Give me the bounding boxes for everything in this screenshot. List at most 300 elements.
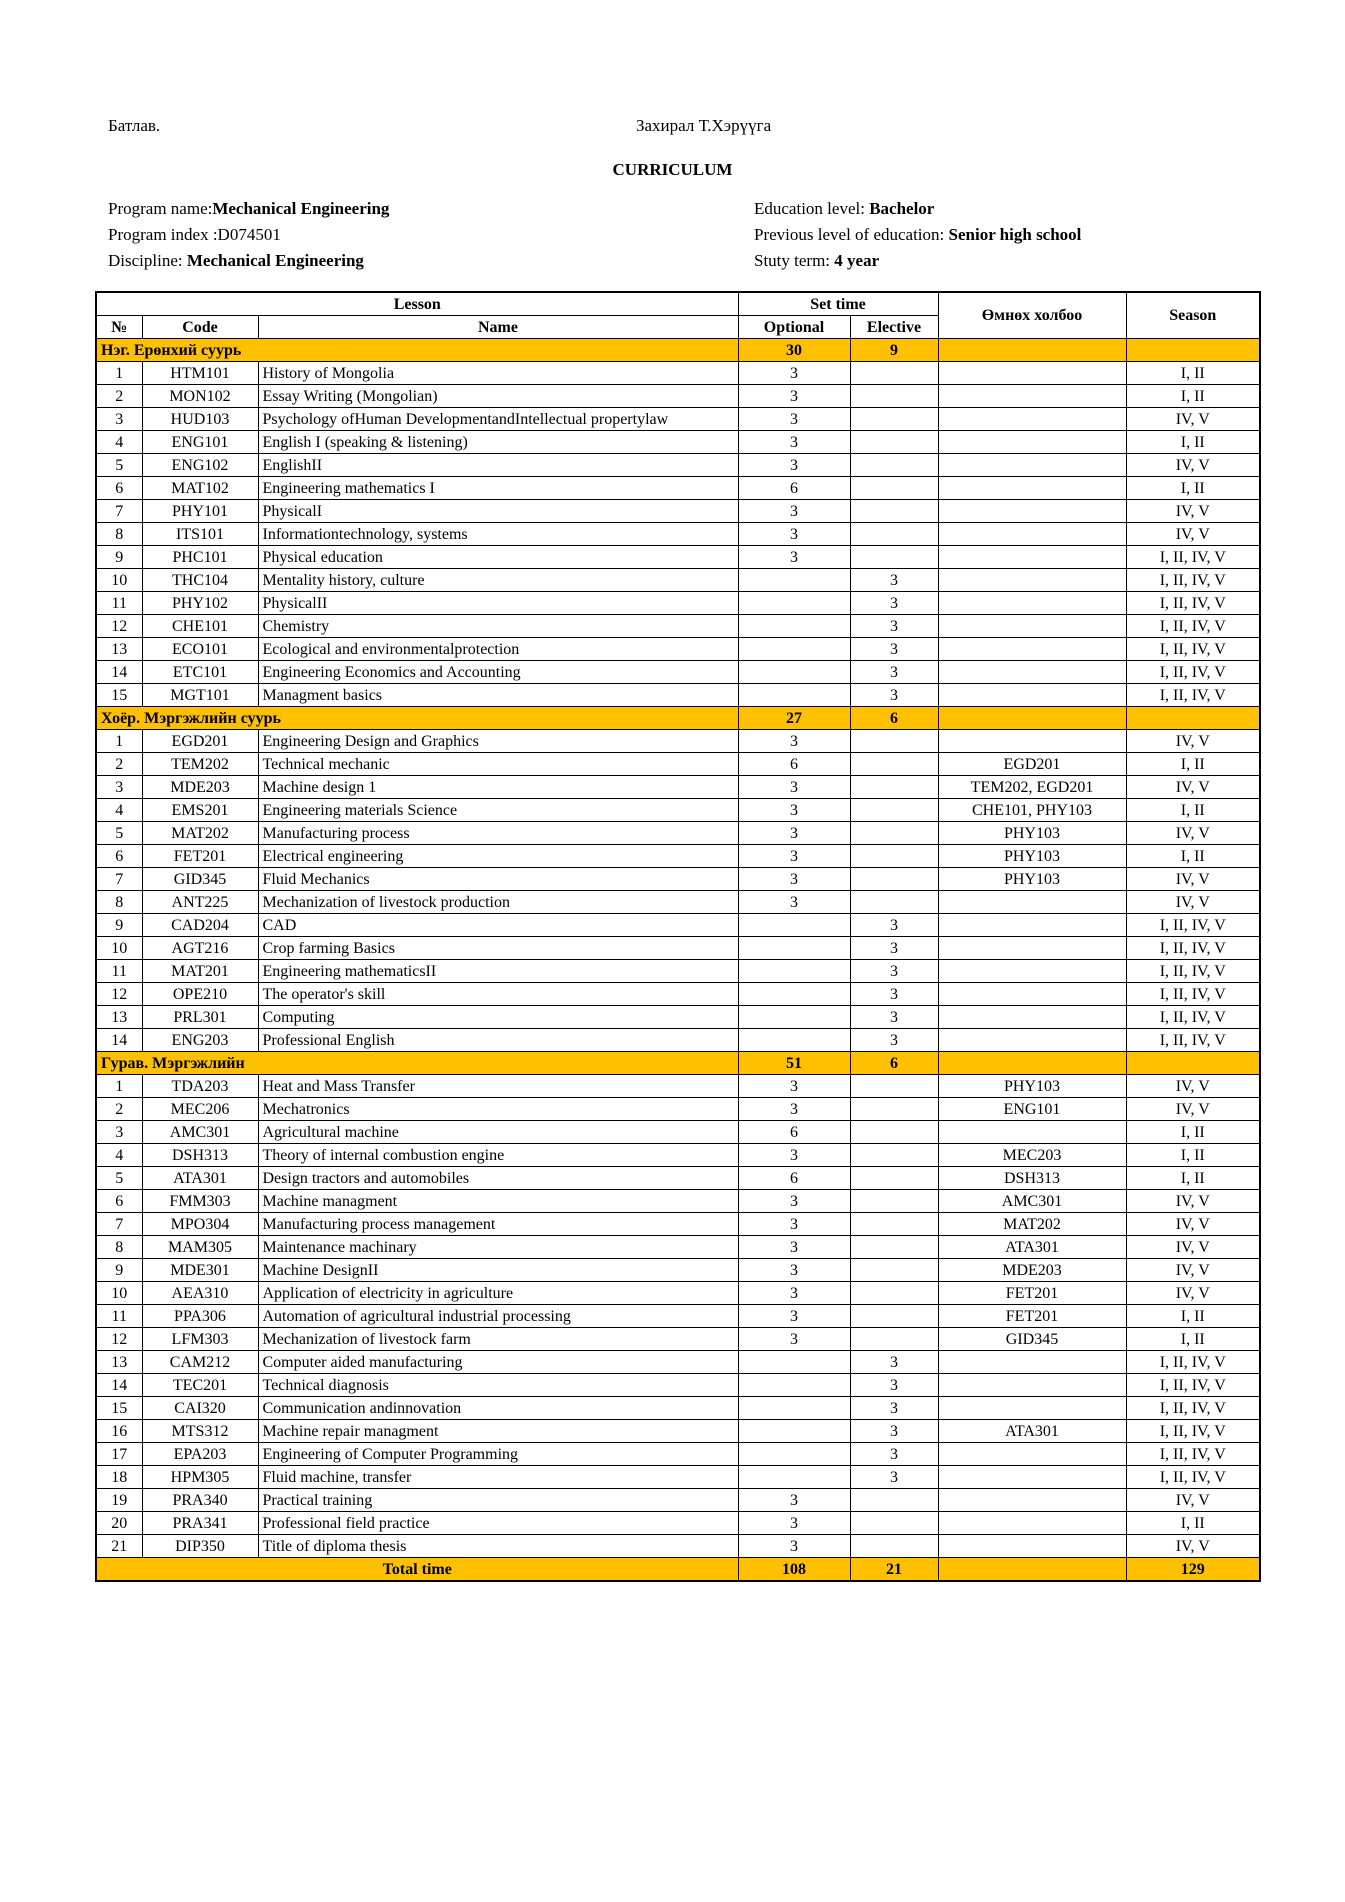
course-code: PHC101 <box>142 546 258 569</box>
elective-credits: 3 <box>850 1397 938 1420</box>
table-row <box>96 1144 1260 1167</box>
elective-credits: 3 <box>850 661 938 684</box>
elective-credits <box>850 546 938 569</box>
optional-credits: 3 <box>738 385 850 408</box>
program-index-line: Program index :D074501 <box>108 225 281 244</box>
course-code: ECO101 <box>142 638 258 661</box>
season: I, II, IV, V <box>1126 914 1260 937</box>
season: I, II <box>1126 1328 1260 1351</box>
course-name: Machine DesignII <box>258 1259 738 1282</box>
row-number: 13 <box>96 638 142 661</box>
course-code: HTM101 <box>142 362 258 385</box>
table-row <box>96 362 1260 385</box>
season: I, II <box>1126 1305 1260 1328</box>
elective-credits <box>850 500 938 523</box>
course-code: CAD204 <box>142 914 258 937</box>
prerequisite: AMC301 <box>938 1190 1126 1213</box>
row-number: 12 <box>96 615 142 638</box>
elective-credits: 3 <box>850 1443 938 1466</box>
course-code: PHY102 <box>142 592 258 615</box>
optional-credits: 3 <box>738 546 850 569</box>
course-code: ETC101 <box>142 661 258 684</box>
prerequisite <box>938 546 1126 569</box>
prerequisite: MAT202 <box>938 1213 1126 1236</box>
prerequisite: MDE203 <box>938 1259 1126 1282</box>
course-code: PRA340 <box>142 1489 258 1512</box>
prerequisite: ENG101 <box>938 1098 1126 1121</box>
course-name: Professional field practice <box>258 1512 738 1535</box>
course-code: PRA341 <box>142 1512 258 1535</box>
course-code: THC104 <box>142 569 258 592</box>
row-number: 6 <box>96 845 142 868</box>
course-code: MTS312 <box>142 1420 258 1443</box>
elective-credits: 3 <box>850 914 938 937</box>
course-code: MAT201 <box>142 960 258 983</box>
course-name: Psychology ofHuman DevelopmentandIntellectual propertylaw <box>258 408 738 431</box>
table-row <box>96 937 1260 960</box>
optional-credits <box>738 684 850 707</box>
course-code: MDE203 <box>142 776 258 799</box>
table-row <box>96 1213 1260 1236</box>
season: IV, V <box>1126 730 1260 753</box>
row-number: 8 <box>96 891 142 914</box>
course-code: OPE210 <box>142 983 258 1006</box>
elective-credits: 3 <box>850 684 938 707</box>
elective-credits: 3 <box>850 1466 938 1489</box>
season: I, II <box>1126 1121 1260 1144</box>
season: IV, V <box>1126 1489 1260 1512</box>
optional-credits: 3 <box>738 1144 850 1167</box>
season: I, II, IV, V <box>1126 1351 1260 1374</box>
table-row <box>96 776 1260 799</box>
optional-credits <box>738 1029 850 1052</box>
table-row <box>96 1535 1260 1558</box>
row-number: 20 <box>96 1512 142 1535</box>
elective-credits <box>850 1535 938 1558</box>
elective-credits <box>850 776 938 799</box>
table-row <box>96 500 1260 523</box>
section-season-empty <box>1126 707 1260 730</box>
course-name: Mentality history, culture <box>258 569 738 592</box>
table-row <box>96 983 1260 1006</box>
elective-credits: 3 <box>850 1029 938 1052</box>
season: I, II, IV, V <box>1126 546 1260 569</box>
elective-credits <box>850 1305 938 1328</box>
row-number: 10 <box>96 937 142 960</box>
table-row <box>96 454 1260 477</box>
course-code: MEC206 <box>142 1098 258 1121</box>
course-name: English I (speaking & listening) <box>258 431 738 454</box>
row-number: 7 <box>96 500 142 523</box>
table-row <box>96 1236 1260 1259</box>
prerequisite <box>938 730 1126 753</box>
prerequisite: ATA301 <box>938 1420 1126 1443</box>
season: I, II <box>1126 431 1260 454</box>
course-name: Maintenance machinary <box>258 1236 738 1259</box>
total-prereq-empty <box>938 1558 1126 1582</box>
course-code: ENG102 <box>142 454 258 477</box>
course-name: Communication andinnovation <box>258 1397 738 1420</box>
elective-credits: 3 <box>850 592 938 615</box>
prerequisite <box>938 385 1126 408</box>
prerequisite <box>938 362 1126 385</box>
course-code: DIP350 <box>142 1535 258 1558</box>
total-season: 129 <box>1126 1558 1260 1582</box>
course-code: CAM212 <box>142 1351 258 1374</box>
table-row <box>96 1512 1260 1535</box>
table-row <box>96 523 1260 546</box>
row-number: 5 <box>96 1167 142 1190</box>
table-row <box>96 1006 1260 1029</box>
season: I, II, IV, V <box>1126 960 1260 983</box>
section-title: Хоёр. Мэргэжлийн суурь <box>96 707 738 730</box>
prerequisite <box>938 454 1126 477</box>
optional-credits: 3 <box>738 1236 850 1259</box>
optional-credits: 3 <box>738 1259 850 1282</box>
program-meta-right <box>754 196 1081 274</box>
elective-credits <box>850 431 938 454</box>
row-number: 12 <box>96 983 142 1006</box>
elective-credits <box>850 1167 938 1190</box>
course-code: MPO304 <box>142 1213 258 1236</box>
table-row <box>96 1167 1260 1190</box>
course-name: Mechatronics <box>258 1098 738 1121</box>
course-code: TDA203 <box>142 1075 258 1098</box>
elective-credits <box>850 454 938 477</box>
course-code: MAT102 <box>142 477 258 500</box>
course-name: Chemistry <box>258 615 738 638</box>
course-name: Application of electricity in agriculture <box>258 1282 738 1305</box>
season: I, II, IV, V <box>1126 569 1260 592</box>
elective-credits: 3 <box>850 1006 938 1029</box>
elective-credits: 3 <box>850 1351 938 1374</box>
season: IV, V <box>1126 1075 1260 1098</box>
header-lesson: Lesson <box>96 292 738 316</box>
elective-credits <box>850 1282 938 1305</box>
optional-credits <box>738 914 850 937</box>
course-name: Engineering of Computer Programming <box>258 1443 738 1466</box>
optional-credits <box>738 638 850 661</box>
study-term: 4 year <box>834 251 880 270</box>
elective-credits <box>850 385 938 408</box>
season: I, II <box>1126 1144 1260 1167</box>
course-name: Electrical engineering <box>258 845 738 868</box>
season: I, II, IV, V <box>1126 1397 1260 1420</box>
section-title: Гурав. Мэргэжлийн <box>96 1052 738 1075</box>
row-number: 9 <box>96 914 142 937</box>
section-season-empty <box>1126 1052 1260 1075</box>
row-number: 5 <box>96 454 142 477</box>
course-name: Crop farming Basics <box>258 937 738 960</box>
course-code: AMC301 <box>142 1121 258 1144</box>
course-name: Computing <box>258 1006 738 1029</box>
course-code: ATA301 <box>142 1167 258 1190</box>
prerequisite <box>938 477 1126 500</box>
course-code: ANT225 <box>142 891 258 914</box>
row-number: 14 <box>96 661 142 684</box>
season: IV, V <box>1126 1535 1260 1558</box>
season: IV, V <box>1126 454 1260 477</box>
optional-credits: 6 <box>738 1121 850 1144</box>
row-number: 3 <box>96 1121 142 1144</box>
table-row <box>96 546 1260 569</box>
season: I, II <box>1126 385 1260 408</box>
optional-credits: 3 <box>738 1190 850 1213</box>
approval-label: Батлав. <box>108 116 161 135</box>
row-number: 11 <box>96 592 142 615</box>
row-number: 6 <box>96 477 142 500</box>
prerequisite <box>938 1466 1126 1489</box>
prerequisite <box>938 684 1126 707</box>
discipline-line: Discipline: Mechanical Engineering <box>108 251 364 270</box>
course-code: FET201 <box>142 845 258 868</box>
table-row <box>96 1075 1260 1098</box>
header-optional: Optional <box>738 316 850 339</box>
course-code: EPA203 <box>142 1443 258 1466</box>
table-row <box>96 408 1260 431</box>
prerequisite <box>938 638 1126 661</box>
prerequisite: FET201 <box>938 1282 1126 1305</box>
row-number: 3 <box>96 408 142 431</box>
season: IV, V <box>1126 891 1260 914</box>
optional-credits <box>738 615 850 638</box>
row-number: 9 <box>96 1259 142 1282</box>
prerequisite <box>938 983 1126 1006</box>
course-name: Engineering mathematicsII <box>258 960 738 983</box>
optional-credits <box>738 1397 850 1420</box>
section-season-empty <box>1126 339 1260 362</box>
course-code: GID345 <box>142 868 258 891</box>
elective-credits <box>850 1328 938 1351</box>
season: IV, V <box>1126 1190 1260 1213</box>
course-name: Informationtechnology, systems <box>258 523 738 546</box>
row-number: 2 <box>96 1098 142 1121</box>
section-row <box>96 1052 1260 1075</box>
total-elective: 21 <box>850 1558 938 1582</box>
course-name: Engineering Economics and Accounting <box>258 661 738 684</box>
table-row <box>96 638 1260 661</box>
course-code: ENG101 <box>142 431 258 454</box>
table-row <box>96 684 1260 707</box>
total-label: Total time <box>96 1558 738 1582</box>
table-row <box>96 1029 1260 1052</box>
optional-credits: 3 <box>738 1512 850 1535</box>
season: IV, V <box>1126 1098 1260 1121</box>
season: IV, V <box>1126 1236 1260 1259</box>
season: I, II <box>1126 362 1260 385</box>
table-row <box>96 822 1260 845</box>
season: I, II, IV, V <box>1126 615 1260 638</box>
row-number: 14 <box>96 1374 142 1397</box>
table-row <box>96 960 1260 983</box>
elective-credits: 3 <box>850 983 938 1006</box>
elective-credits <box>850 1144 938 1167</box>
row-number: 1 <box>96 1075 142 1098</box>
education-level-line: Education level: Bachelor <box>754 199 935 218</box>
course-name: Physical education <box>258 546 738 569</box>
table-row <box>96 615 1260 638</box>
prerequisite: PHY103 <box>938 845 1126 868</box>
table-row <box>96 1397 1260 1420</box>
course-code: MGT101 <box>142 684 258 707</box>
study-term-line: Stuty term: 4 year <box>754 251 880 270</box>
table-row <box>96 914 1260 937</box>
season: I, II, IV, V <box>1126 1420 1260 1443</box>
prerequisite <box>938 592 1126 615</box>
season: I, II <box>1126 753 1260 776</box>
optional-credits: 3 <box>738 845 850 868</box>
row-number: 19 <box>96 1489 142 1512</box>
course-code: HUD103 <box>142 408 258 431</box>
elective-credits: 3 <box>850 569 938 592</box>
section-elective-total: 6 <box>850 707 938 730</box>
optional-credits: 3 <box>738 868 850 891</box>
season: I, II, IV, V <box>1126 592 1260 615</box>
optional-credits <box>738 569 850 592</box>
optional-credits <box>738 1374 850 1397</box>
table-row <box>96 1328 1260 1351</box>
row-number: 8 <box>96 1236 142 1259</box>
optional-credits: 3 <box>738 1282 850 1305</box>
prerequisite <box>938 1351 1126 1374</box>
course-name: Technical diagnosis <box>258 1374 738 1397</box>
optional-credits: 3 <box>738 523 850 546</box>
row-number: 15 <box>96 1397 142 1420</box>
optional-credits <box>738 1006 850 1029</box>
table-row <box>96 868 1260 891</box>
course-code: DSH313 <box>142 1144 258 1167</box>
prerequisite: FET201 <box>938 1305 1126 1328</box>
prerequisite <box>938 1512 1126 1535</box>
course-name: The operator's skill <box>258 983 738 1006</box>
prerequisite <box>938 431 1126 454</box>
optional-credits: 3 <box>738 431 850 454</box>
previous-level: Senior high school <box>948 225 1082 244</box>
course-name: Mechanization of livestock farm <box>258 1328 738 1351</box>
season: I, II <box>1126 477 1260 500</box>
row-number: 5 <box>96 822 142 845</box>
prerequisite: PHY103 <box>938 868 1126 891</box>
row-number: 17 <box>96 1443 142 1466</box>
header-prereq: Өмнөх холбоо <box>938 292 1126 339</box>
elective-credits <box>850 1213 938 1236</box>
course-name: Manufacturing process <box>258 822 738 845</box>
season: I, II, IV, V <box>1126 937 1260 960</box>
optional-credits <box>738 960 850 983</box>
table-row <box>96 1351 1260 1374</box>
optional-credits <box>738 937 850 960</box>
elective-credits: 3 <box>850 615 938 638</box>
header-season: Season <box>1126 292 1260 339</box>
optional-credits: 3 <box>738 1098 850 1121</box>
course-code: FMM303 <box>142 1190 258 1213</box>
prerequisite <box>938 408 1126 431</box>
season: I, II <box>1126 1167 1260 1190</box>
optional-credits: 3 <box>738 1213 850 1236</box>
table-row <box>96 661 1260 684</box>
prerequisite: GID345 <box>938 1328 1126 1351</box>
curriculum-table <box>95 291 1261 1582</box>
prerequisite <box>938 937 1126 960</box>
table-row <box>96 1305 1260 1328</box>
prerequisite <box>938 1006 1126 1029</box>
season: IV, V <box>1126 500 1260 523</box>
row-number: 7 <box>96 868 142 891</box>
course-name: Managment basics <box>258 684 738 707</box>
table-row <box>96 799 1260 822</box>
table-row <box>96 1374 1260 1397</box>
season: I, II, IV, V <box>1126 684 1260 707</box>
table-row <box>96 385 1260 408</box>
elective-credits: 3 <box>850 937 938 960</box>
season: I, II, IV, V <box>1126 638 1260 661</box>
course-name: Heat and Mass Transfer <box>258 1075 738 1098</box>
elective-credits <box>850 362 938 385</box>
optional-credits <box>738 592 850 615</box>
row-number: 11 <box>96 1305 142 1328</box>
course-code: PRL301 <box>142 1006 258 1029</box>
prerequisite <box>938 1029 1126 1052</box>
course-name: Machine design 1 <box>258 776 738 799</box>
season: IV, V <box>1126 523 1260 546</box>
row-number: 15 <box>96 684 142 707</box>
season: IV, V <box>1126 1213 1260 1236</box>
season: IV, V <box>1126 868 1260 891</box>
table-row <box>96 1443 1260 1466</box>
season: I, II <box>1126 845 1260 868</box>
row-number: 2 <box>96 753 142 776</box>
table-row <box>96 592 1260 615</box>
table-row <box>96 1259 1260 1282</box>
elective-credits <box>850 1098 938 1121</box>
optional-credits: 3 <box>738 1328 850 1351</box>
section-optional-total: 27 <box>738 707 850 730</box>
row-number: 6 <box>96 1190 142 1213</box>
course-name: Computer aided manufacturing <box>258 1351 738 1374</box>
section-optional-total: 51 <box>738 1052 850 1075</box>
prerequisite <box>938 569 1126 592</box>
elective-credits: 3 <box>850 960 938 983</box>
elective-credits <box>850 408 938 431</box>
elective-credits <box>850 523 938 546</box>
course-name: Ecological and environmentalprotection <box>258 638 738 661</box>
row-number: 9 <box>96 546 142 569</box>
elective-credits <box>850 1075 938 1098</box>
course-name: CAD <box>258 914 738 937</box>
season: I, II, IV, V <box>1126 1029 1260 1052</box>
row-number: 2 <box>96 385 142 408</box>
row-number: 8 <box>96 523 142 546</box>
elective-credits <box>850 1236 938 1259</box>
course-name: Theory of internal combustion engine <box>258 1144 738 1167</box>
optional-credits: 3 <box>738 408 850 431</box>
optional-credits <box>738 1420 850 1443</box>
table-row <box>96 1121 1260 1144</box>
row-number: 12 <box>96 1328 142 1351</box>
optional-credits: 3 <box>738 1305 850 1328</box>
course-name: Automation of agricultural industrial processing <box>258 1305 738 1328</box>
elective-credits <box>850 1121 938 1144</box>
course-code: ENG203 <box>142 1029 258 1052</box>
season: I, II, IV, V <box>1126 661 1260 684</box>
table-row <box>96 477 1260 500</box>
course-code: MAT202 <box>142 822 258 845</box>
optional-credits: 3 <box>738 454 850 477</box>
row-number: 11 <box>96 960 142 983</box>
table-row <box>96 845 1260 868</box>
header-no: № <box>96 316 142 339</box>
discipline: Mechanical Engineering <box>186 251 364 270</box>
